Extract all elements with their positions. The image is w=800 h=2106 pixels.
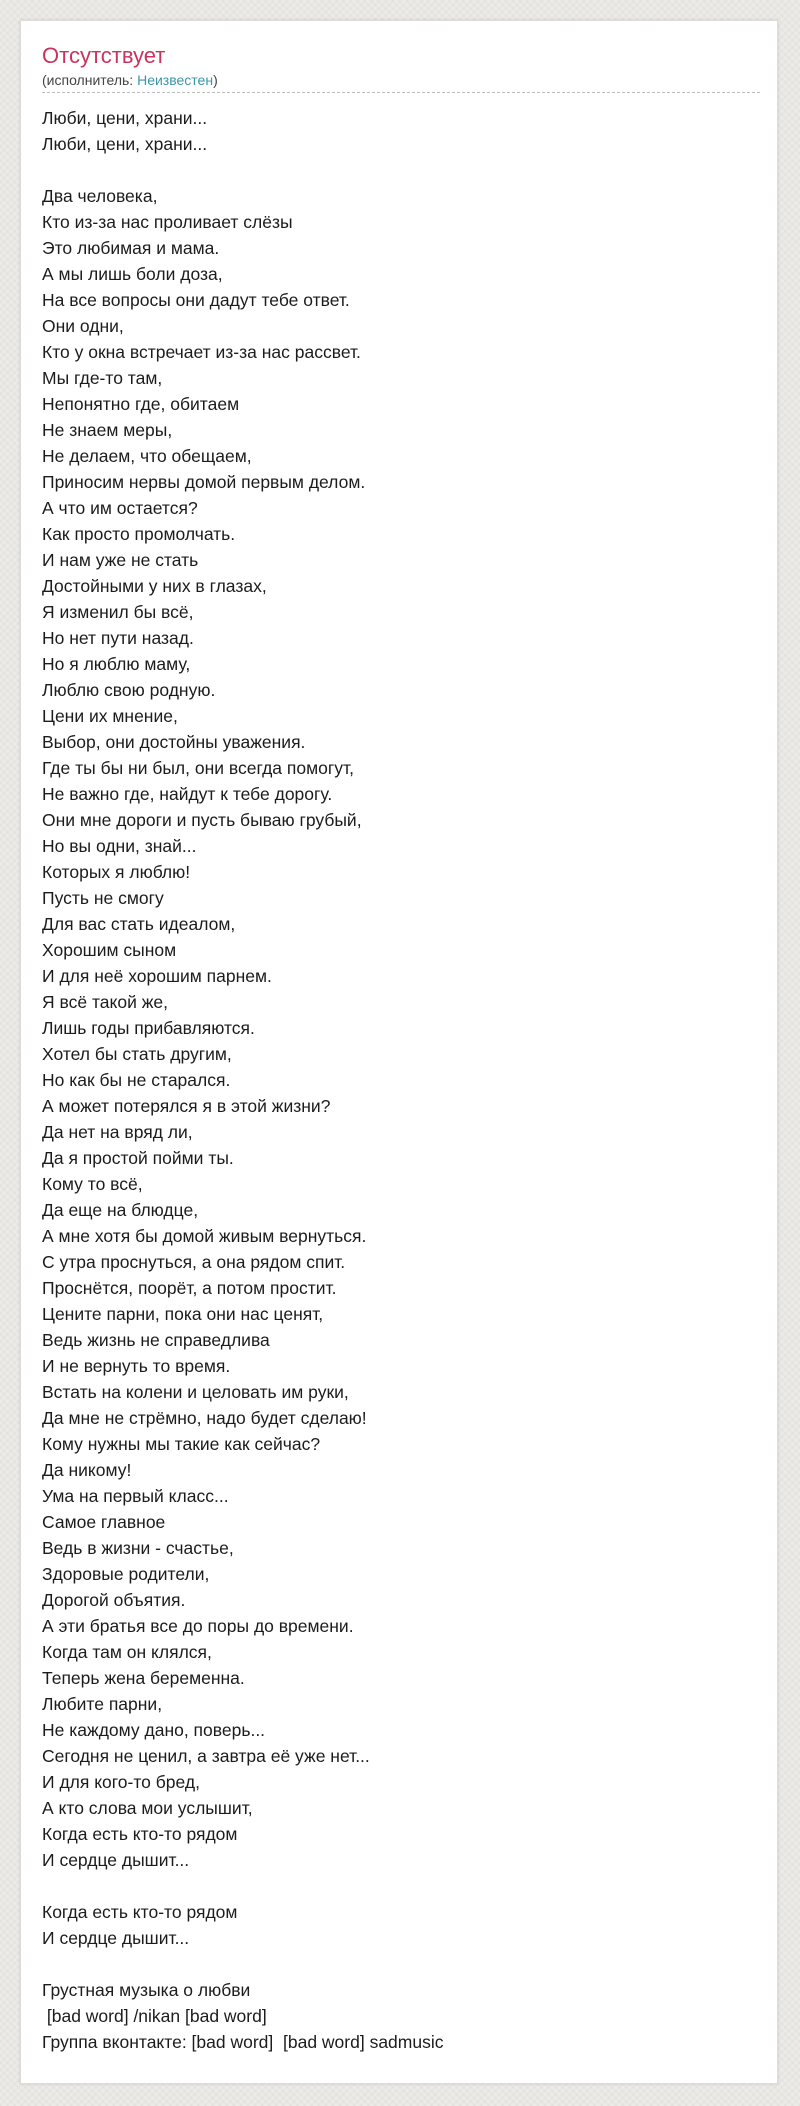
- lyric-line: И сердце дышит...: [42, 1928, 190, 1948]
- lyric-line: Когда там он клялся,: [42, 1642, 212, 1662]
- lyric-line: Да я простой пойми ты.: [42, 1148, 234, 1168]
- lyric-line: И для неё хорошим парнем.: [42, 966, 272, 986]
- lyric-line: Они одни,: [42, 316, 124, 336]
- lyric-line: Теперь жена беременна.: [42, 1668, 245, 1688]
- lyric-line: Приносим нервы домой первым делом.: [42, 472, 366, 492]
- lyric-line: А что им остается?: [42, 498, 198, 518]
- lyric-line: Не важно где, найдут к тебе дорогу.: [42, 784, 333, 804]
- lyric-line: Хорошим сыном: [42, 940, 177, 960]
- lyric-line: И для кого-то бред,: [42, 1772, 200, 1792]
- lyric-line: Любите парни,: [42, 1694, 163, 1714]
- lyric-line: [bad word] /nikan [bad word]: [42, 2006, 267, 2026]
- lyric-line: Пусть не смогу: [42, 888, 164, 908]
- lyric-line: И сердце дышит...: [42, 1850, 190, 1870]
- lyric-line: А кто слова мои услышит,: [42, 1798, 253, 1818]
- lyric-line: Проснётся, поорёт, а потом простит.: [42, 1278, 337, 1298]
- lyric-line: А может потерялся я в этой жизни?: [42, 1096, 331, 1116]
- lyric-line: А эти братья все до поры до времени.: [42, 1616, 354, 1636]
- lyric-line: Кто из-за нас проливает слёзы: [42, 212, 293, 232]
- lyric-line: Хотел бы стать другим,: [42, 1044, 232, 1064]
- lyric-line: Для вас стать идеалом,: [42, 914, 236, 934]
- lyric-line: Кому нужны мы такие как сейчас?: [42, 1434, 321, 1454]
- lyric-line: Но как бы не старался.: [42, 1070, 231, 1090]
- lyric-line: [42, 157, 762, 183]
- lyric-line: Группа вконтакте: [bad word] [bad word] sadmusic: [42, 2032, 444, 2052]
- lyric-line: Люби, цени, храни...: [42, 108, 208, 128]
- lyric-line: Кто у окна встречает из-за нас рассвет.: [42, 342, 361, 362]
- lyric-line: Ума на первый класс...: [42, 1486, 229, 1506]
- lyric-line: Да нет на вряд ли,: [42, 1122, 193, 1142]
- lyric-line: Люби, цени, храни...: [42, 134, 208, 154]
- lyric-line: Сегодня не ценил, а завтра её уже нет...: [42, 1746, 370, 1766]
- lyric-line: Когда есть кто-то рядом: [42, 1902, 238, 1922]
- lyric-line: А мы лишь боли доза,: [42, 264, 223, 284]
- lyric-line: Но нет пути назад.: [42, 628, 194, 648]
- lyric-line: Да мне не стрёмно, надо будет сделаю!: [42, 1408, 367, 1428]
- lyric-line: Самое главное: [42, 1512, 166, 1532]
- lyric-line: Достойными у них в глазах,: [42, 576, 267, 596]
- lyric-line: Здоровые родители,: [42, 1564, 210, 1584]
- lyrics-body: [42, 105, 762, 2055]
- lyric-line: Лишь годы прибавляются.: [42, 1018, 255, 1038]
- lyric-line: Как просто промолчать.: [42, 524, 236, 544]
- lyric-line: Я всё такой же,: [42, 992, 169, 1012]
- lyric-line: Люблю свою родную.: [42, 680, 216, 700]
- lyric-line: И нам уже не стать: [42, 550, 199, 570]
- lyric-line: С утра проснуться, а она рядом спит.: [42, 1252, 346, 1272]
- lyric-line: Встать на колени и целовать им руки,: [42, 1382, 349, 1402]
- lyric-line: На все вопросы они дадут тебе ответ.: [42, 290, 350, 310]
- lyric-line: Не знаем меры,: [42, 420, 173, 440]
- lyric-line: Где ты бы ни был, они всегда помогут,: [42, 758, 354, 778]
- artist-link[interactable]: Неизвестен: [137, 72, 214, 88]
- lyric-line: Непонятно где, обитаем: [42, 394, 240, 414]
- lyric-line: Да еще на блюдце,: [42, 1200, 199, 1220]
- lyric-line: А мне хотя бы домой живым вернуться.: [42, 1226, 367, 1246]
- lyric-line: Это любимая и мама.: [42, 238, 220, 258]
- lyric-line: Которых я люблю!: [42, 862, 191, 882]
- lyric-line: Цени их мнение,: [42, 706, 178, 726]
- artist-prefix: (исполнитель:: [42, 72, 138, 88]
- lyric-line: Дорогой объятия.: [42, 1590, 186, 1610]
- lyric-line: Не каждому дано, поверь...: [42, 1720, 266, 1740]
- lyric-line: Цените парни, пока они нас ценят,: [42, 1304, 324, 1324]
- artist-suffix: ): [213, 72, 218, 88]
- lyric-line: Когда есть кто-то рядом: [42, 1824, 238, 1844]
- title-divider: [42, 92, 760, 93]
- lyric-line: Но вы одни, знай...: [42, 836, 197, 856]
- song-title: Отсутствует: [42, 43, 166, 68]
- lyric-line: Не делаем, что обещаем,: [42, 446, 252, 466]
- lyric-line: Да никому!: [42, 1460, 132, 1480]
- lyric-line: [42, 1873, 762, 1899]
- lyric-line: Они мне дороги и пусть бываю грубый,: [42, 810, 362, 830]
- lyric-line: Мы где-то там,: [42, 368, 163, 388]
- lyric-line: Ведь жизнь не справедлива: [42, 1330, 270, 1350]
- lyric-line: Ведь в жизни - счастье,: [42, 1538, 234, 1558]
- lyric-line: Я изменил бы всё,: [42, 602, 194, 622]
- lyric-line: Но я люблю маму,: [42, 654, 191, 674]
- lyric-line: Грустная музыка о любви: [42, 1980, 251, 2000]
- lyric-line: [42, 1951, 762, 1977]
- artist-line: [42, 72, 218, 89]
- lyric-line: Выбор, они достойны уважения.: [42, 732, 306, 752]
- lyric-line: Два человека,: [42, 186, 158, 206]
- lyric-line: Кому то всё,: [42, 1174, 143, 1194]
- lyric-line: И не вернуть то время.: [42, 1356, 231, 1376]
- lyrics-card: [20, 20, 778, 2084]
